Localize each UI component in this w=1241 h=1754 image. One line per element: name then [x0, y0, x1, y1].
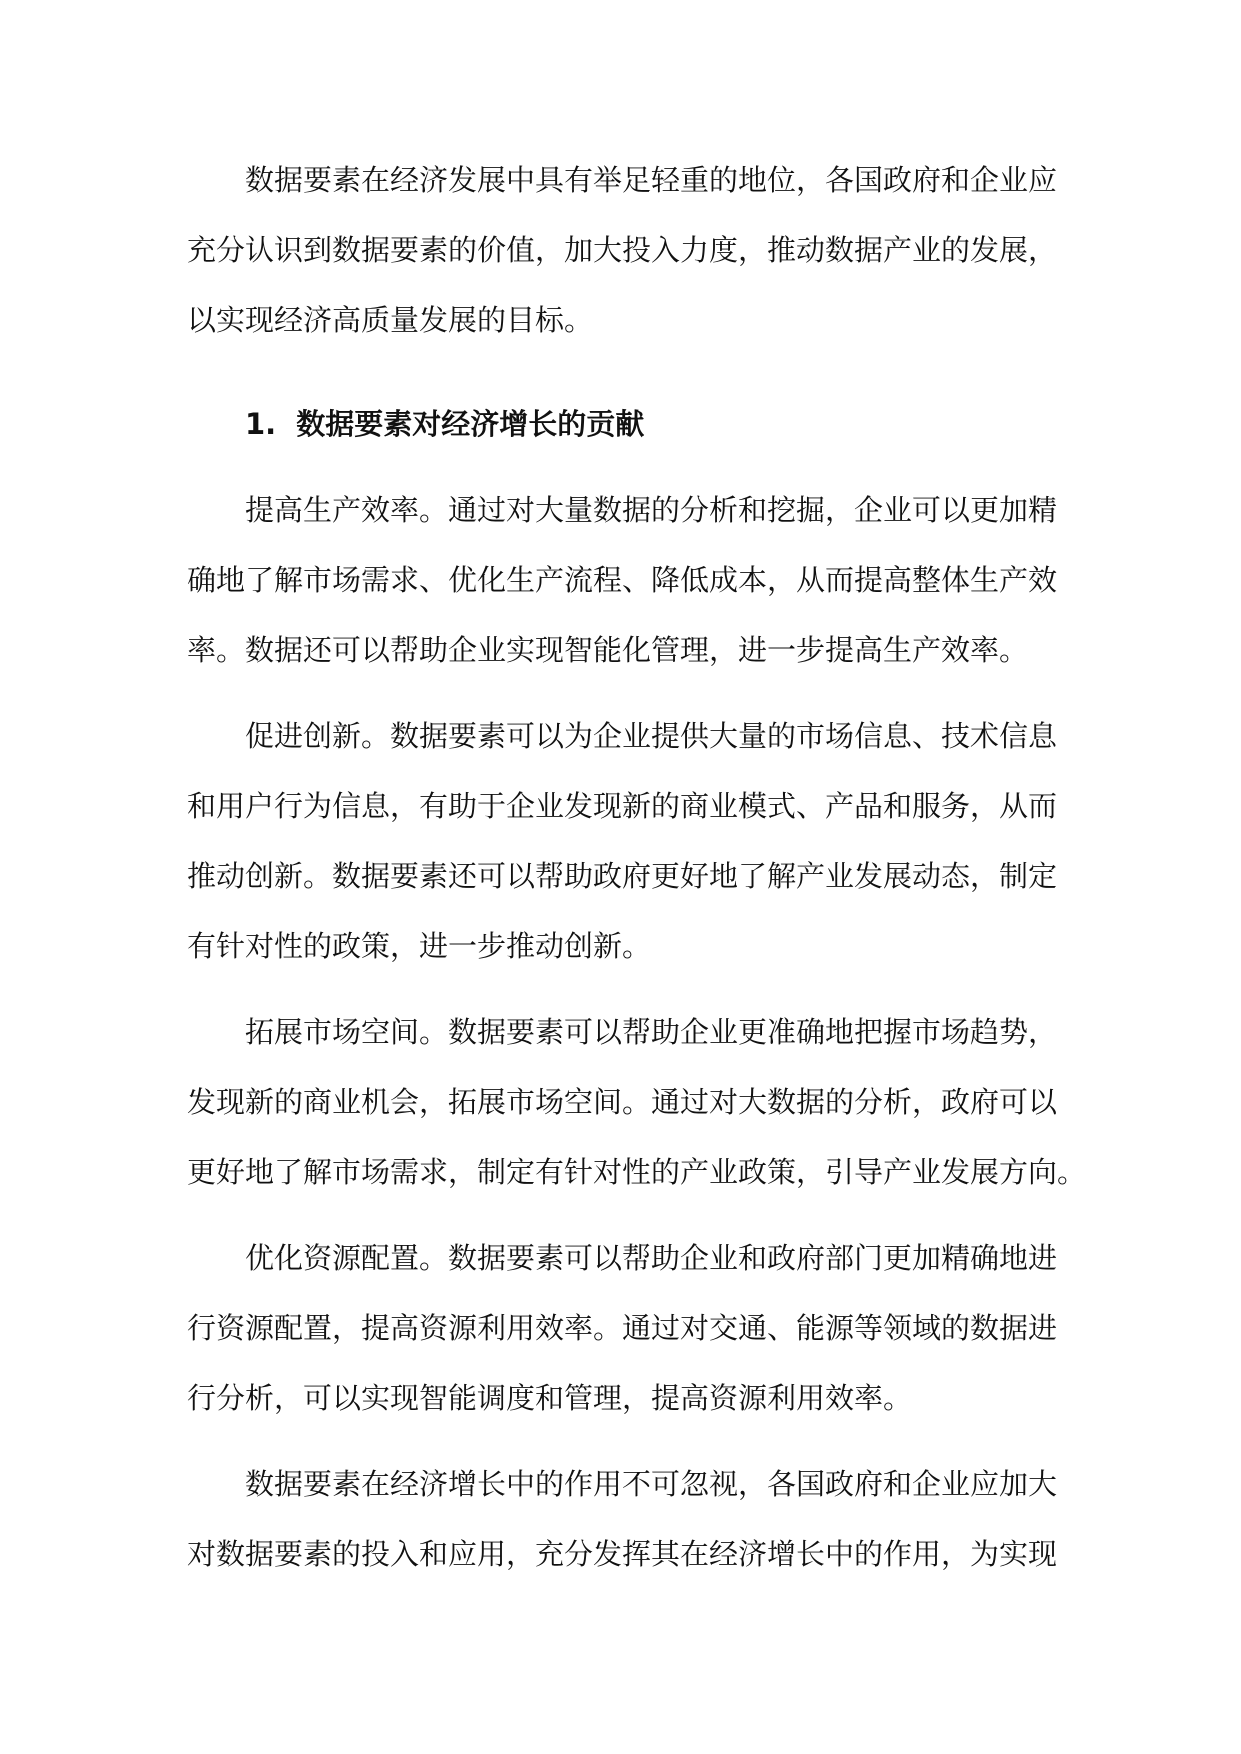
paragraph-line: 促进创新。数据要素可以为企业提供大量的市场信息、技术信息	[245, 719, 1058, 753]
paragraph-line: 行资源配置，提高资源利用效率。通过对交通、能源等领域的数据进	[187, 1311, 1058, 1345]
paragraph-line: 行分析，可以实现智能调度和管理，提高资源利用效率。	[187, 1381, 913, 1415]
paragraph-line: 以实现经济高质量发展的目标。	[187, 303, 594, 337]
paragraph-line: 数据要素在经济发展中具有举足轻重的地位，各国政府和企业应	[245, 163, 1058, 197]
body-paragraph	[187, 475, 1058, 685]
paragraph-line: 确地了解市场需求、优化生产流程、降低成本，从而提高整体生产效	[187, 563, 1058, 597]
paragraph-line: 拓展市场空间。数据要素可以帮助企业更准确地把握市场趋势，	[245, 1015, 1058, 1049]
paragraph-line: 发现新的商业机会，拓展市场空间。通过对大数据的分析，政府可以	[187, 1085, 1058, 1119]
paragraph-line: 充分认识到数据要素的价值，加大投入力度，推动数据产业的发展，	[187, 233, 1058, 267]
body-paragraph	[187, 701, 1058, 981]
paragraph-line: 数据要素在经济增长中的作用不可忽视，各国政府和企业应加大	[245, 1467, 1058, 1501]
body-paragraph	[187, 997, 1087, 1207]
paragraph-line: 和用户行为信息，有助于企业发现新的商业模式、产品和服务，从而	[187, 789, 1058, 823]
paragraph-line: 率。数据还可以帮助企业实现智能化管理，进一步提高生产效率。	[187, 633, 1029, 667]
paragraph-line: 优化资源配置。数据要素可以帮助企业和政府部门更加精确地进	[245, 1241, 1058, 1275]
body-paragraph	[187, 1449, 1058, 1589]
paragraph-line: 提高生产效率。通过对大量数据的分析和挖掘，企业可以更加精	[245, 493, 1058, 527]
paragraph-line: 对数据要素的投入和应用，充分发挥其在经济增长中的作用，为实现	[187, 1537, 1058, 1571]
paragraph-line: 推动创新。数据要素还可以帮助政府更好地了解产业发展动态，制定	[187, 859, 1058, 893]
paragraph-line: 有针对性的政策，进一步推动创新。	[187, 929, 652, 963]
intro-paragraph	[187, 145, 1058, 355]
section-title: 数据要素对经济增长的贡献	[296, 407, 645, 441]
section-heading	[187, 389, 1049, 459]
document-body	[187, 145, 1087, 1605]
body-paragraph	[187, 1223, 1058, 1433]
section-number: 1.	[245, 407, 277, 441]
paragraph-line: 更好地了解市场需求，制定有针对性的产业政策，引导产业发展方向。	[187, 1155, 1087, 1189]
